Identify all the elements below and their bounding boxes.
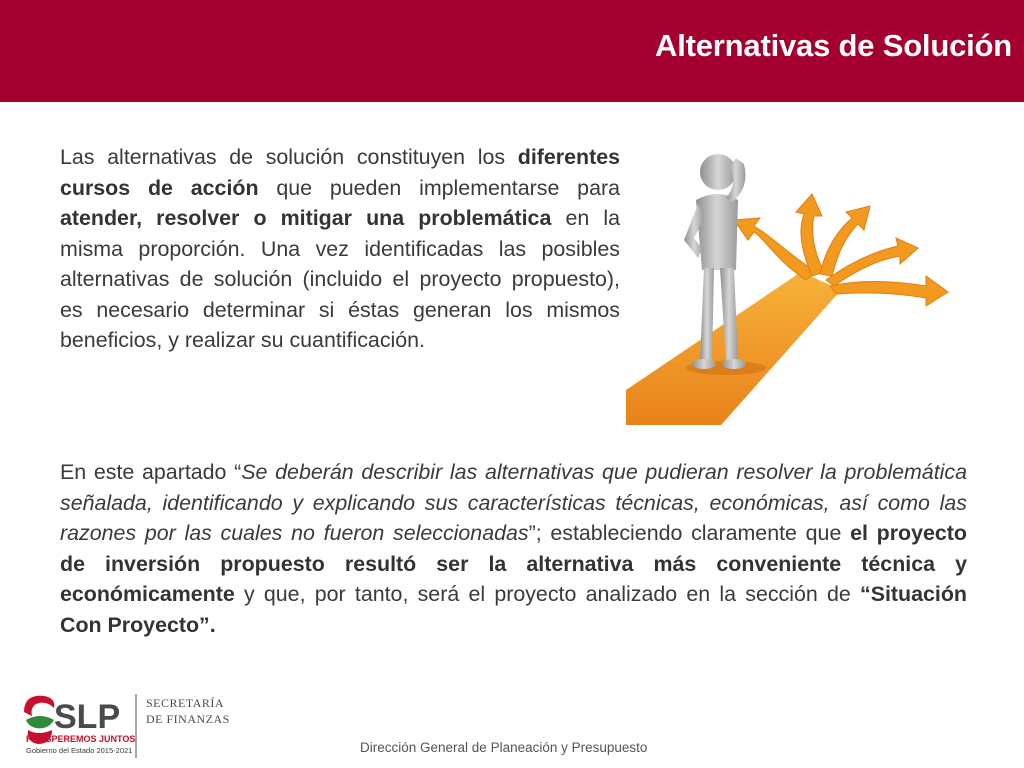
detail-bold-2: “Situación Con Proyecto”.	[60, 582, 967, 637]
detail-italic-quote: Se deberán describir las alternativas que pudieran resolver la problemática señalada, identificando y explicando sus características técnicas, económicas, así como las razones por las cuales no fueron seleccionadas	[60, 460, 967, 545]
detail-text-2: ”; estableciendo claramente que	[528, 521, 851, 545]
arrow-branches	[734, 194, 948, 306]
intro-text-2: que pueden implementarse para	[258, 175, 620, 200]
intro-text-1: Las alternativas de solución constituyen los	[60, 145, 518, 169]
secretaria-line1: SECRETARÍA	[146, 696, 225, 710]
header-bar	[0, 0, 1024, 102]
slp-slogan: PROSPEREMOS JUNTOS	[26, 734, 136, 744]
detail-text-3: y que, por tanto, será el proyecto analizado en la sección de	[234, 582, 861, 606]
detail-text-1: En este apartado “	[60, 460, 242, 484]
page-title: Alternativas de Solución	[655, 28, 1012, 63]
footer-text: Dirección General de Planeación y Presupuesto	[360, 740, 648, 755]
slp-acronym: SLP	[54, 698, 121, 736]
detail-paragraph	[60, 457, 967, 640]
slp-period: Gobierno del Estado 2015-2021	[26, 746, 133, 755]
intro-paragraph	[60, 142, 620, 356]
secretaria-line2: DE FINANZAS	[146, 712, 230, 726]
intro-text-3: en la misma proporción. Una vez identificadas las posibles alternativas de solución (incluido el proyecto propuesto), es necesario determinar si éstas generan los mismos beneficios, y realizar su cuantificación.	[60, 206, 620, 352]
intro-bold-2: atender, resolver o mitigar una problemática	[60, 206, 552, 230]
detail-bold-1: el proyecto de inversión propuesto resultó ser la alternativa más conveniente técnica y económicamente	[60, 521, 967, 606]
slp-logo	[18, 690, 278, 760]
intro-bold-1: diferentes cursos de acción	[60, 145, 620, 200]
crossroads-illustration	[626, 140, 996, 425]
